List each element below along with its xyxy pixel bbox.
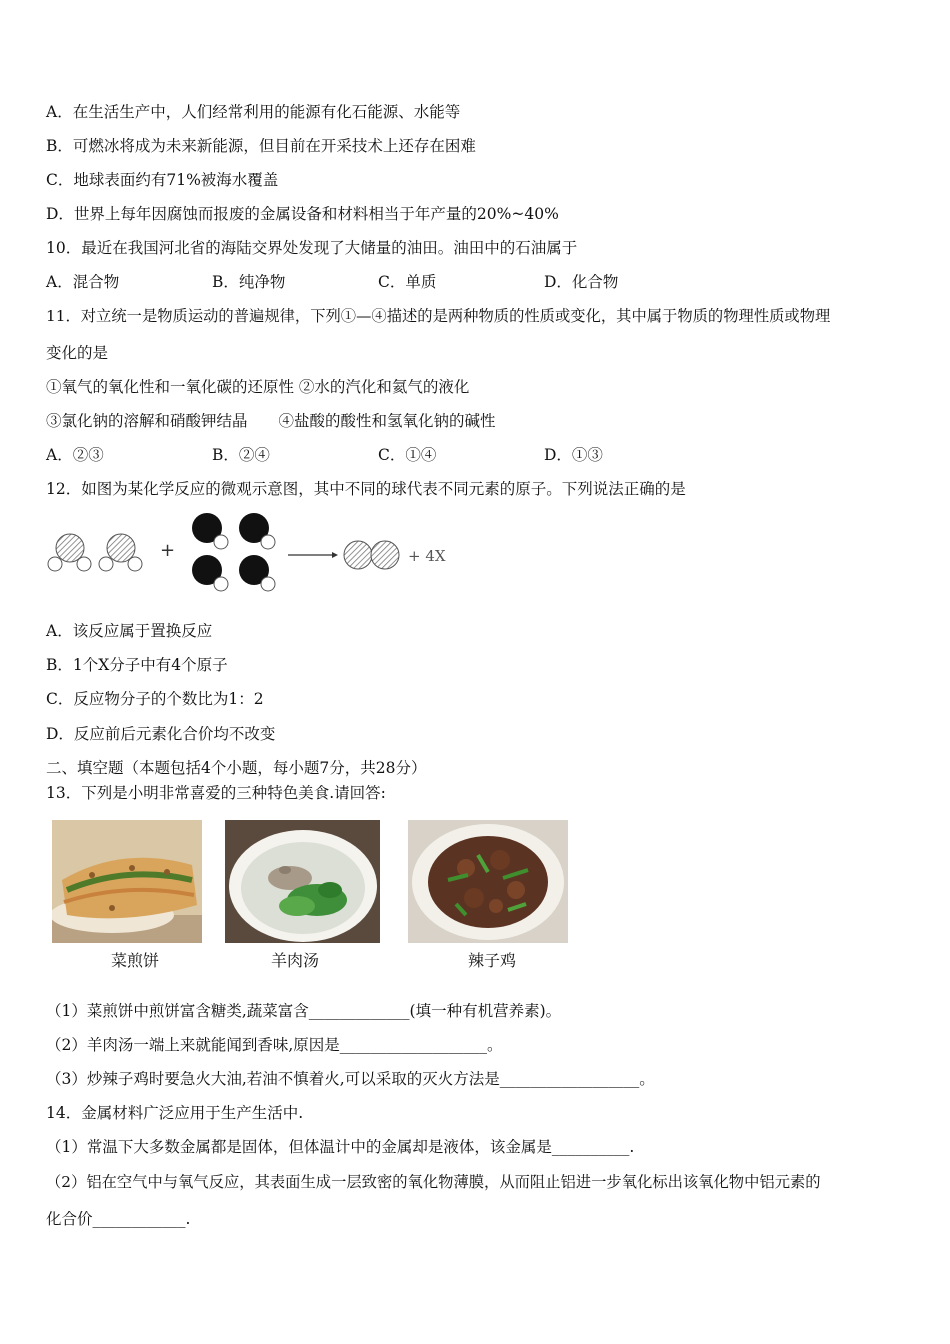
reactant-molecule-3: [192, 513, 228, 549]
q11-stem-line2: 变化的是: [46, 344, 109, 362]
reactant-molecule-5: [192, 555, 228, 591]
reactant-molecule-2: [99, 534, 142, 571]
q14-stem: 14．金属材料广泛应用于生产生活中.: [46, 1104, 304, 1122]
q12-option-d: D．反应前后元素化合价均不改变: [46, 725, 276, 743]
q10-option-d: D．化合物: [544, 273, 619, 291]
product-suffix: + 4X: [408, 547, 446, 565]
plus-sign: +: [160, 540, 176, 561]
q9-option-b: B．可燃冰将成为未来新能源，但目前在开采技术上还存在困难: [46, 137, 476, 155]
q13-stem: 13．下列是小明非常喜爱的三种特色美食.请回答:: [46, 784, 386, 802]
q10-options: [46, 272, 906, 292]
q14-sub1: （1）常温下大多数金属都是固体，但体温计中的金属却是液体，该金属是__________.: [46, 1138, 635, 1156]
q10-stem: 10．最近在我国河北省的海陆交界处发现了大储量的油田。油田中的石油属于: [46, 239, 578, 257]
q10-option-a: A．混合物: [46, 273, 120, 291]
food-caption-1: 菜煎饼: [110, 951, 159, 970]
q10-option-c: C．单质: [378, 273, 437, 291]
reactant-molecule-6: [239, 555, 275, 591]
section-title: 二、填空题（本题包括4个小题，每小题7分，共28分）: [46, 759, 427, 777]
q13-sub2: （2）羊肉汤一端上来就能闻到香味,原因是___________________。: [46, 1036, 503, 1054]
reaction-arrow: [288, 552, 338, 558]
q9-option-d: D．世界上每年因腐蚀而报废的金属设备和材料相当于年产量的20%~40%: [46, 205, 559, 223]
food-photo-mutton-soup: [225, 820, 380, 943]
q14-sub2-line2: 化合价____________.: [46, 1210, 191, 1228]
q12-stem: 12．如图为某化学反应的微观示意图，其中不同的球代表不同元素的原子。下列说法正确的是: [46, 480, 686, 498]
q11-option-d: D．①③: [544, 446, 603, 464]
q14-sub2-line1: （2）铝在空气中与氧气反应，其表面生成一层致密的氧化物薄膜，从而阻止铝进一步氧化标出该氧化物中铝元素的: [46, 1173, 821, 1191]
q11-option-b: B．②④: [212, 446, 270, 464]
q11-option-a: A．②③: [46, 446, 104, 464]
q11-stem-line1: 11．对立统一是物质运动的普遍规律，下列①—④描述的是两种物质的性质或变化，其中属于物质的物理性质或物理: [46, 307, 831, 325]
q10-option-b: B．纯净物: [212, 273, 286, 291]
product-molecule: [344, 541, 399, 569]
food-photo-spicy-chicken: [408, 820, 568, 943]
q12-option-b: B．1个X分子中有4个原子: [46, 656, 228, 674]
q9-option-c: C．地球表面约有71%被海水覆盖: [46, 171, 279, 189]
q11-options: [46, 445, 906, 465]
q12-option-a: A．该反应属于置换反应: [46, 622, 213, 640]
q11-option-c: C．①④: [378, 446, 437, 464]
reactant-molecule-1: [48, 534, 91, 571]
food-caption-2: 羊肉汤: [270, 951, 319, 970]
reaction-diagram: [40, 508, 480, 598]
q13-sub1: （1）菜煎饼中煎饼富含糖类,蔬菜富含_____________(填一种有机营养素)。: [46, 1002, 562, 1020]
q12-option-c: C．反应物分子的个数比为1：2: [46, 690, 264, 708]
q11-items-line2: ③氯化钠的溶解和硝酸钾结晶 ④盐酸的酸性和氢氧化钠的碱性: [46, 412, 496, 430]
food-photo-pancake: [52, 820, 202, 943]
q13-sub3: （3）炒辣子鸡时要急火大油,若油不慎着火,可以采取的灭火方法是__________________。: [46, 1070, 655, 1088]
reactant-molecule-4: [239, 513, 275, 549]
q9-option-a: A．在生活生产中，人们经常利用的能源有化石能源、水能等: [46, 103, 461, 121]
food-caption-3: 辣子鸡: [467, 951, 516, 970]
q11-items-line1: ①氧气的氧化性和一氧化碳的还原性 ②水的汽化和氦气的液化: [46, 378, 470, 396]
